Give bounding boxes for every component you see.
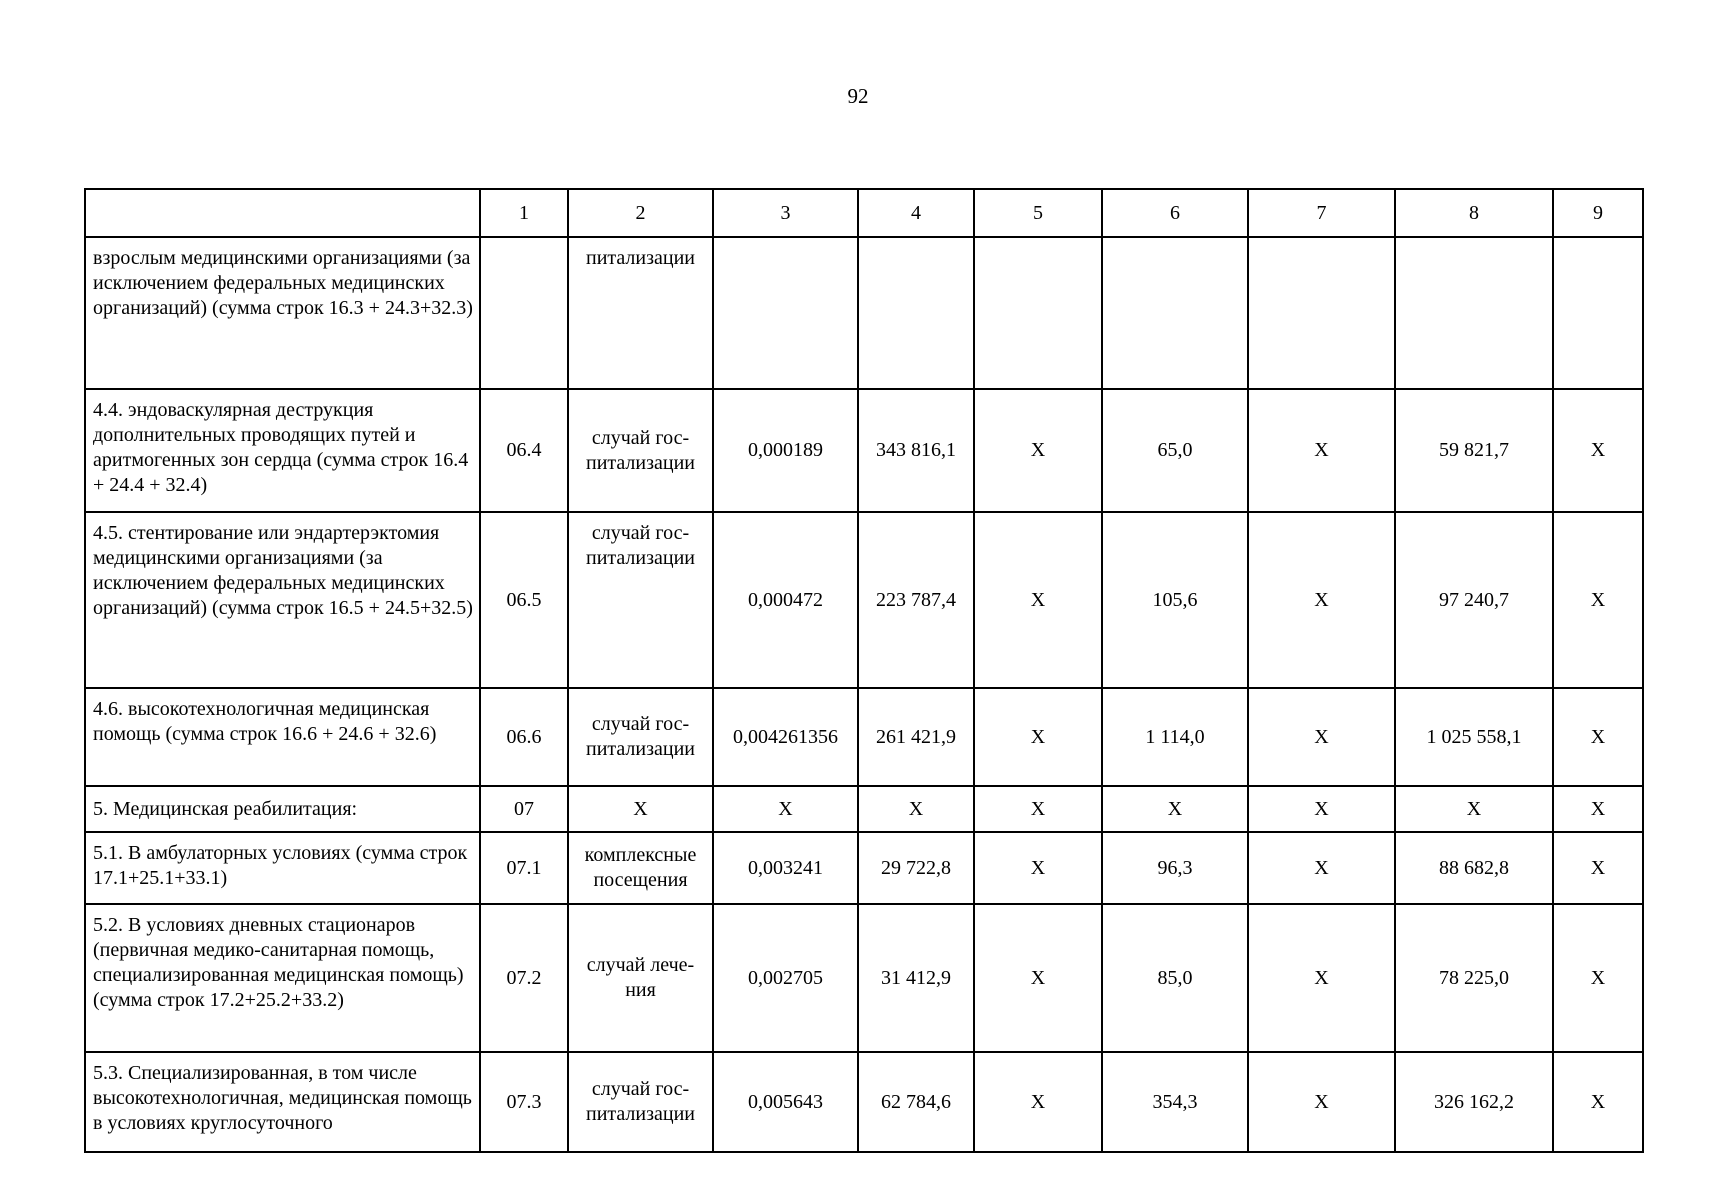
row-name: 5.1. В амбулаторных условиях (сумма строк 17.1+25.1+33.1): [85, 832, 480, 904]
row-unit: случай гос-питализации: [568, 688, 713, 786]
row-col-9: Х: [1553, 688, 1643, 786]
header-cell-3: 3: [713, 189, 858, 237]
header-cell-9: 9: [1553, 189, 1643, 237]
row-code: 06.4: [480, 389, 568, 512]
row-name: 5.2. В условиях дневных стационаров (первичная медико-санитарная помощь, специализированная медицинская помощь) (сумма строк 17.2+25.2+33.2): [85, 904, 480, 1052]
row-code: 07.2: [480, 904, 568, 1052]
table-row: [85, 688, 1643, 786]
row-col-4: Х: [858, 786, 974, 832]
row-col-3: 0,005643: [713, 1052, 858, 1152]
row-col-3: [713, 237, 858, 389]
row-name: 4.4. эндоваскулярная деструкция дополнительных проводящих путей и аритмогенных зон сердца (сумма строк 16.4 + 24.4 + 32.4): [85, 389, 480, 512]
row-col-8: Х: [1395, 786, 1553, 832]
row-col-8: 88 682,8: [1395, 832, 1553, 904]
row-col-6: 65,0: [1102, 389, 1248, 512]
row-col-3: Х: [713, 786, 858, 832]
table-row: [85, 904, 1643, 1052]
row-col-6: 85,0: [1102, 904, 1248, 1052]
row-col-8: 78 225,0: [1395, 904, 1553, 1052]
row-col-7: Х: [1248, 1052, 1395, 1152]
row-col-5: Х: [974, 786, 1102, 832]
row-col-3: 0,002705: [713, 904, 858, 1052]
row-unit: случай гос-питализации: [568, 1052, 713, 1152]
financing-table: [84, 188, 1644, 1153]
table-row: [85, 1052, 1643, 1152]
row-col-5: [974, 237, 1102, 389]
row-col-5: Х: [974, 688, 1102, 786]
row-col-7: Х: [1248, 904, 1395, 1052]
row-col-8: 1 025 558,1: [1395, 688, 1553, 786]
row-code: 07.1: [480, 832, 568, 904]
row-name: 5.3. Специализированная, в том числе высокотехнологичная, медицинская помощь в условиях круглосуточного: [85, 1052, 480, 1152]
row-col-4: 62 784,6: [858, 1052, 974, 1152]
row-col-7: Х: [1248, 832, 1395, 904]
row-unit: комплексные посещения: [568, 832, 713, 904]
row-unit: Х: [568, 786, 713, 832]
row-col-9: Х: [1553, 389, 1643, 512]
row-unit: случай лече-ния: [568, 904, 713, 1052]
row-col-8: 97 240,7: [1395, 512, 1553, 688]
row-col-6: [1102, 237, 1248, 389]
row-col-4: 223 787,4: [858, 512, 974, 688]
header-cell-1: 1: [480, 189, 568, 237]
row-col-7: [1248, 237, 1395, 389]
row-col-7: Х: [1248, 688, 1395, 786]
row-col-5: Х: [974, 1052, 1102, 1152]
row-col-7: Х: [1248, 786, 1395, 832]
row-col-4: 31 412,9: [858, 904, 974, 1052]
row-code: 06.6: [480, 688, 568, 786]
row-code: 07.3: [480, 1052, 568, 1152]
header-cell-8: 8: [1395, 189, 1553, 237]
header-cell-7: 7: [1248, 189, 1395, 237]
row-col-6: 105,6: [1102, 512, 1248, 688]
row-col-4: 29 722,8: [858, 832, 974, 904]
row-code: 06.5: [480, 512, 568, 688]
row-col-4: 261 421,9: [858, 688, 974, 786]
row-col-3: 0,000472: [713, 512, 858, 688]
row-col-9: Х: [1553, 786, 1643, 832]
row-col-9: Х: [1553, 1052, 1643, 1152]
header-cell-5: 5: [974, 189, 1102, 237]
table-row: [85, 237, 1643, 389]
table-row: [85, 786, 1643, 832]
row-col-4: 343 816,1: [858, 389, 974, 512]
row-col-8: 59 821,7: [1395, 389, 1553, 512]
row-col-5: Х: [974, 389, 1102, 512]
row-col-9: Х: [1553, 904, 1643, 1052]
row-col-6: 96,3: [1102, 832, 1248, 904]
row-col-9: [1553, 237, 1643, 389]
row-col-3: 0,004261356: [713, 688, 858, 786]
header-cell-2: 2: [568, 189, 713, 237]
row-col-5: Х: [974, 904, 1102, 1052]
page-number: 92: [847, 84, 869, 108]
row-col-8: [1395, 237, 1553, 389]
row-col-4: [858, 237, 974, 389]
row-col-7: Х: [1248, 512, 1395, 688]
row-unit: случай гос-питализации: [568, 512, 713, 688]
row-name: 4.5. стентирование или эндартерэктомия медицинскими организациями (за исключением федеральных медицинских организаций) (сумма строк 16.5 + 24.5+32.5): [85, 512, 480, 688]
row-col-7: Х: [1248, 389, 1395, 512]
row-name: взрослым медицинскими организациями (за исключением федеральных медицинских организаций) (сумма строк 16.3 + 24.3+32.3): [85, 237, 480, 389]
header-cell-6: 6: [1102, 189, 1248, 237]
table-row: [85, 389, 1643, 512]
row-col-5: Х: [974, 832, 1102, 904]
header-row: [85, 189, 1643, 237]
row-code: [480, 237, 568, 389]
row-col-5: Х: [974, 512, 1102, 688]
row-name: 4.6. высокотехнологичная медицинская помощь (сумма строк 16.6 + 24.6 + 32.6): [85, 688, 480, 786]
row-col-6: 354,3: [1102, 1052, 1248, 1152]
header-cell-4: 4: [858, 189, 974, 237]
row-col-6: 1 114,0: [1102, 688, 1248, 786]
row-name: 5. Медицинская реабилитация:: [85, 786, 480, 832]
row-col-9: Х: [1553, 512, 1643, 688]
row-unit: случай гос-питализации: [568, 389, 713, 512]
row-code: 07: [480, 786, 568, 832]
header-cell-name: [85, 189, 480, 237]
row-col-3: 0,000189: [713, 389, 858, 512]
row-col-9: Х: [1553, 832, 1643, 904]
row-col-8: 326 162,2: [1395, 1052, 1553, 1152]
row-col-6: Х: [1102, 786, 1248, 832]
row-col-3: 0,003241: [713, 832, 858, 904]
row-unit: питализации: [568, 237, 713, 389]
table-row: [85, 832, 1643, 904]
table-row: [85, 512, 1643, 688]
